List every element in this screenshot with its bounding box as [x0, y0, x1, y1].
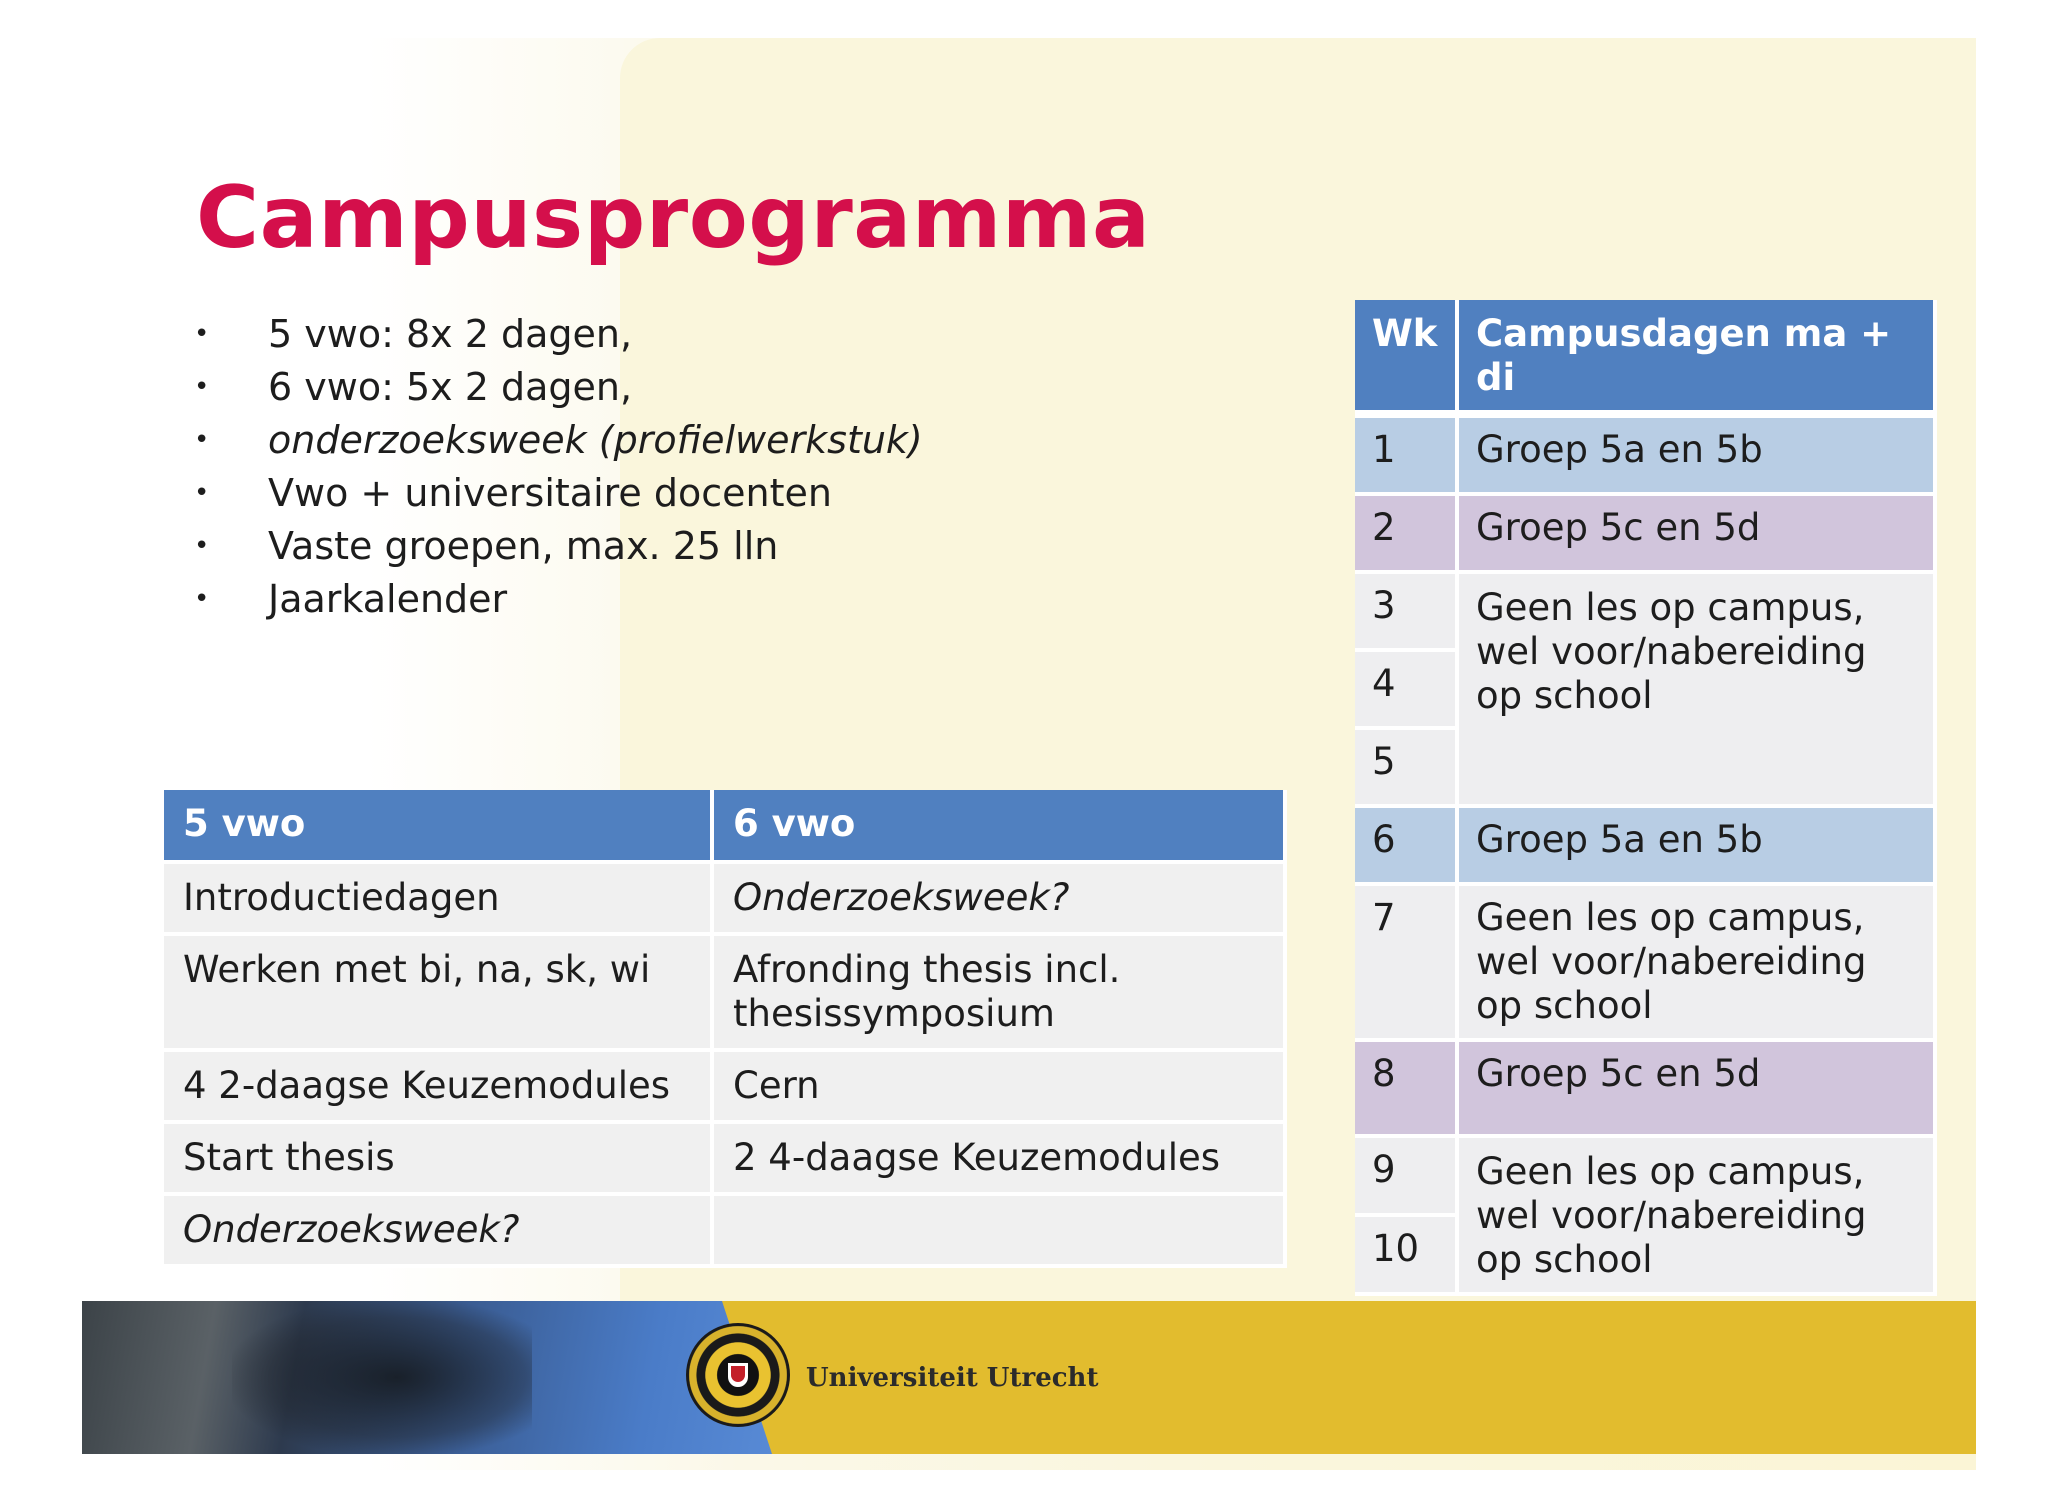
bullet-text: 5 vwo: 8x 2 dagen, [268, 312, 633, 356]
week-number: 7 [1355, 886, 1459, 1042]
table-row [164, 1052, 1287, 1124]
bullet-icon: • [194, 319, 210, 349]
week-number: 1 [1355, 418, 1459, 496]
week-number: 4 [1355, 652, 1459, 730]
table-row [164, 1124, 1287, 1196]
table-cell: 4 2-daagse Keuzemodules [164, 1052, 714, 1124]
week-entry: Groep 5c en 5d [1459, 1042, 1937, 1138]
bullet-item [190, 361, 923, 414]
table-row [1355, 1138, 1937, 1217]
table-cell: Start thesis [164, 1124, 714, 1196]
week-entry: Geen les op campus, wel voor/nabereiding op school [1459, 574, 1937, 808]
table-header-row [1355, 300, 1937, 418]
week-entry: Geen les op campus, wel voor/nabereiding op school [1459, 886, 1937, 1042]
bullet-item [190, 573, 923, 626]
bullet-list [190, 308, 923, 626]
footer-band [82, 1301, 1976, 1454]
week-calendar-table [1355, 300, 1937, 1296]
week-entry: Groep 5c en 5d [1459, 496, 1937, 574]
bullet-item [190, 414, 923, 467]
week-entry: Geen les op campus, wel voor/nabereiding op school [1459, 1138, 1937, 1296]
bullet-item [190, 308, 923, 361]
week-entry: Groep 5a en 5b [1459, 808, 1937, 886]
column-header-6vwo: 6 vwo [714, 790, 1287, 864]
week-number: 2 [1355, 496, 1459, 574]
bullet-icon: • [194, 478, 210, 508]
table-cell: Introductiedagen [164, 864, 714, 936]
table-row [164, 1196, 1287, 1268]
column-header-campusdagen: Campusdagen ma + di [1459, 300, 1937, 418]
table-row [164, 936, 1287, 1052]
table-row [1355, 808, 1937, 886]
bullet-icon: • [194, 531, 210, 561]
bullet-item [190, 520, 923, 573]
shield-icon [726, 1361, 750, 1389]
footer-photo-shade [232, 1301, 532, 1454]
week-number: 9 [1355, 1138, 1459, 1217]
week-number: 10 [1355, 1217, 1459, 1296]
bullet-text: onderzoeksweek (profielwerkstuk) [268, 418, 923, 462]
week-entry: Groep 5a en 5b [1459, 418, 1937, 496]
table-row [1355, 574, 1937, 652]
table-row [1355, 418, 1937, 496]
university-logo-text: Universiteit Utrecht [806, 1363, 1099, 1393]
table-cell: Afronding thesis incl. thesissymposium [714, 936, 1287, 1052]
table-row [1355, 886, 1937, 1042]
bullet-item [190, 467, 923, 520]
slide-title: Campusprogramma [196, 168, 1151, 268]
table-row [1355, 1042, 1937, 1138]
table-cell: Werken met bi, na, sk, wi [164, 936, 714, 1052]
bullet-icon: • [194, 425, 210, 455]
week-number: 8 [1355, 1042, 1459, 1138]
table-cell: Onderzoeksweek? [714, 864, 1287, 936]
vwo-program-table [164, 790, 1287, 1268]
bullet-text: Vaste groepen, max. 25 lln [268, 524, 779, 568]
week-number: 5 [1355, 730, 1459, 808]
column-header-5vwo: 5 vwo [164, 790, 714, 864]
table-cell [714, 1196, 1287, 1268]
table-header-row [164, 790, 1287, 864]
table-row [164, 864, 1287, 936]
table-row [1355, 496, 1937, 574]
table-cell: Cern [714, 1052, 1287, 1124]
bullet-icon: • [194, 372, 210, 402]
bullet-text: Vwo + universitaire docenten [268, 471, 832, 515]
bullet-icon: • [194, 584, 210, 614]
bullet-text: Jaarkalender [268, 577, 508, 621]
column-header-week: Wk [1355, 300, 1459, 418]
table-cell: Onderzoeksweek? [164, 1196, 714, 1268]
bullet-text: 6 vwo: 5x 2 dagen, [268, 365, 633, 409]
week-number: 6 [1355, 808, 1459, 886]
table-cell: 2 4-daagse Keuzemodules [714, 1124, 1287, 1196]
week-number: 3 [1355, 574, 1459, 652]
